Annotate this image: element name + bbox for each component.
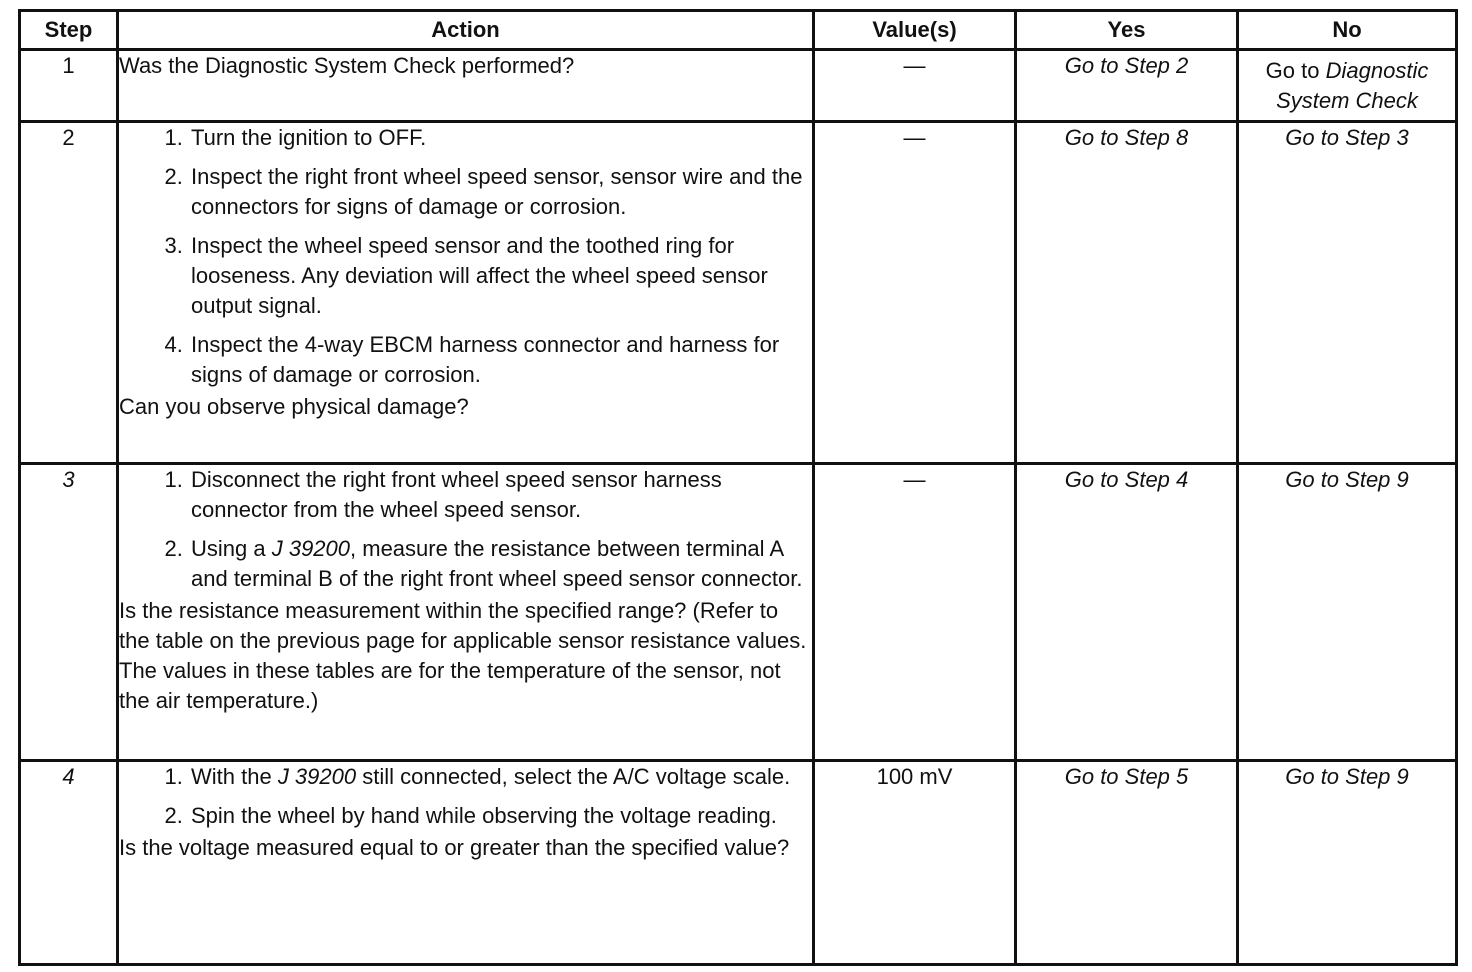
yes-result: Go to Step 4 [1016,464,1238,761]
no-result: Go to Step 9 [1238,464,1457,761]
procedure-item: 2. Inspect the right front wheel speed sensor, sensor wire and the connectors for signs of damage or corrosion. [189,162,812,222]
value-cell: — [814,122,1016,464]
action-cell [118,50,814,122]
procedure-list [119,762,812,831]
table-row-step-2 [20,122,1457,464]
header-step: Step [20,11,118,50]
value-cell: — [814,464,1016,761]
header-action: Action [118,11,814,50]
procedure-list [119,465,812,594]
step-number: 2 [20,122,118,464]
yes-result: Go to Step 2 [1016,50,1238,122]
action-cell [118,761,814,965]
question-text: Is the voltage measured equal to or greater than the specified value? [119,835,790,860]
procedure-item: 3. Inspect the wheel speed sensor and the toothed ring for looseness. Any deviation will affect the wheel speed sensor output signal. [189,231,812,321]
header-row [20,11,1457,50]
step-number: 3 [20,464,118,761]
value-cell: — [814,50,1016,122]
question-text: Was the Diagnostic System Check performed? [119,53,575,78]
table-row-step-4 [20,761,1457,965]
procedure-item: 1. Disconnect the right front wheel speed sensor harness connector from the wheel speed sensor. [189,465,812,525]
header-yes: Yes [1016,11,1238,50]
tool-reference: J 39200 [277,764,357,789]
question-text: Is the resistance measurement within the specified range? (Refer to the table on the previous page for applicable sensor resistance values. The values in these tables are for the temperature of the sensor, not the air temperature.) [119,598,807,713]
action-cell [118,464,814,761]
procedure-text: With the [191,764,278,789]
tool-reference: J 39200 [271,536,351,561]
action-cell [118,122,814,464]
step-number: 1 [20,50,118,122]
step-number: 4 [20,761,118,965]
procedure-item [189,762,812,792]
yes-result: Go to Step 5 [1016,761,1238,965]
table-row-step-1 [20,50,1457,122]
value-cell: 100 mV [814,761,1016,965]
diagnostic-table [18,9,1458,966]
procedure-text: Using a [191,536,272,561]
header-no: No [1238,11,1457,50]
procedure-item: 2. Spin the wheel by hand while observing the voltage reading. [189,801,812,831]
procedure-text: still connected, select the A/C voltage scale. [356,764,791,789]
procedure-item: 4. Inspect the 4-way EBCM harness connector and harness for signs of damage or corrosion. [189,330,812,390]
question-text: Can you observe physical damage? [119,394,469,419]
procedure-text: , measure the resistance between terminal A and terminal B of the right front wheel speed sensor connector. [191,536,803,591]
no-result: Go to Step 9 [1238,761,1457,965]
no-result-prefix: Go to [1265,57,1320,83]
no-result-link: Diagnostic System Check [1276,57,1429,113]
procedure-item [189,534,812,594]
no-result: Go to Step 3 [1238,122,1457,464]
no-result [1238,50,1457,122]
table-row-step-3 [20,464,1457,761]
header-values: Value(s) [814,11,1016,50]
yes-result: Go to Step 8 [1016,122,1238,464]
procedure-list [119,123,812,390]
procedure-item: 1. Turn the ignition to OFF. [189,123,812,153]
